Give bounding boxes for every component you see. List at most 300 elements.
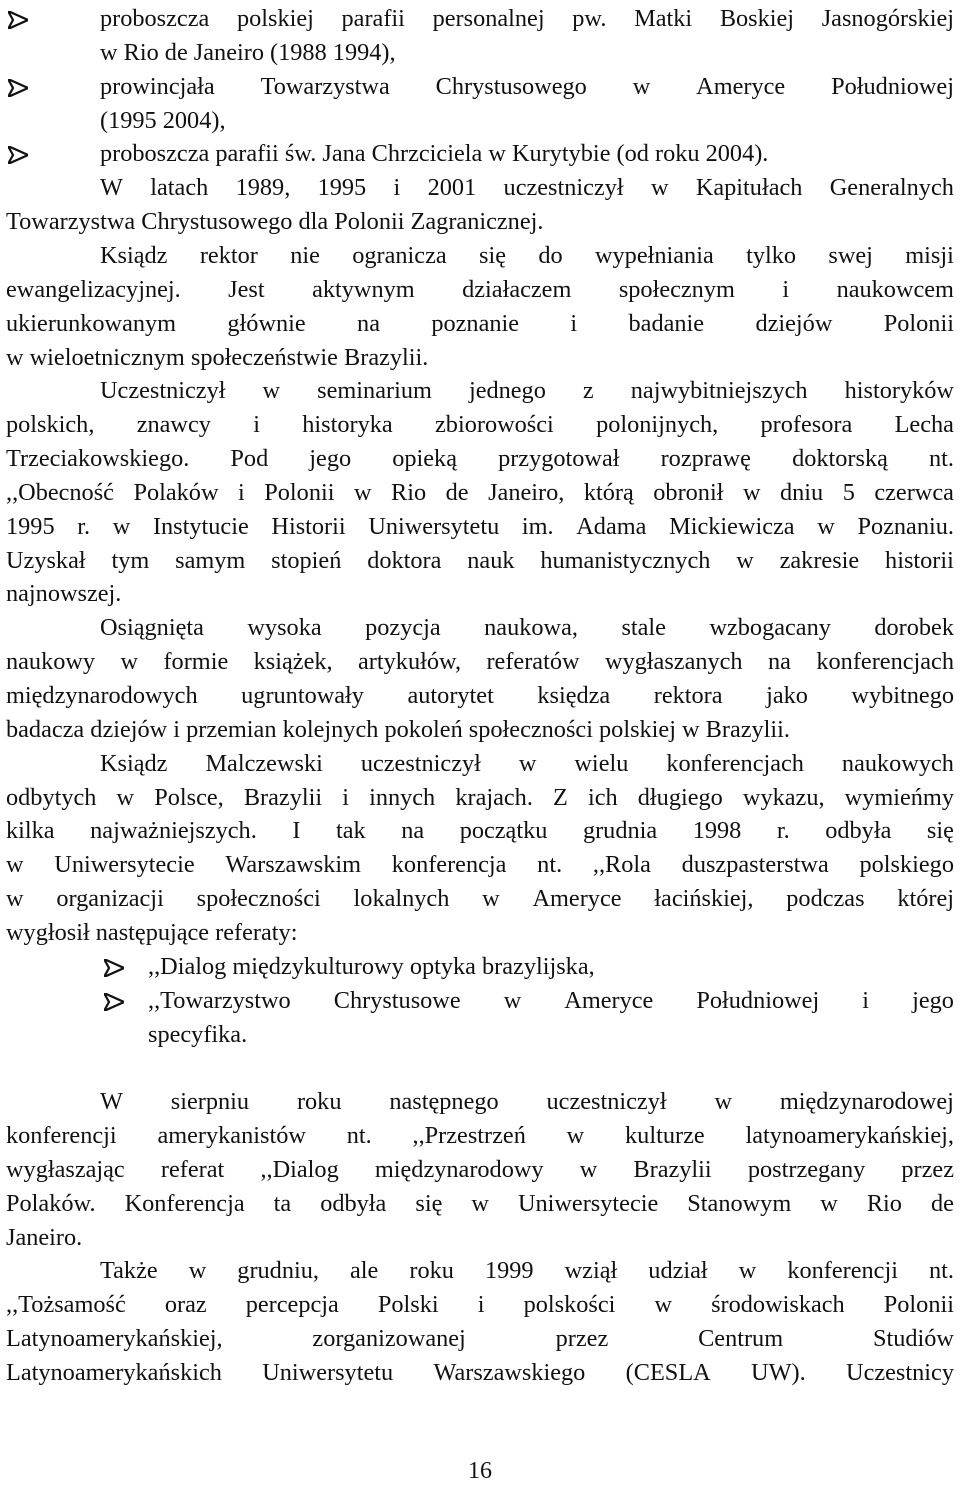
word: w — [579, 1155, 598, 1183]
word: grudniu, — [237, 1257, 319, 1285]
word: dorobek — [874, 614, 954, 642]
text-line — [100, 36, 954, 70]
word: w — [503, 986, 522, 1014]
word: w — [188, 1257, 207, 1285]
word: Generalnych — [829, 174, 954, 202]
line-text: w wieloetnicznym społeczeństwie Brazylii. — [6, 343, 429, 371]
word: dziejów — [755, 309, 833, 337]
word: Także — [100, 1257, 158, 1285]
word: 1989, — [235, 174, 291, 202]
word: i — [393, 174, 401, 202]
word: aktywnym — [312, 275, 415, 303]
word: pozycja — [365, 614, 441, 642]
word: wykazu, — [742, 783, 825, 811]
word: naukowych — [841, 749, 954, 777]
word: w — [471, 1189, 489, 1217]
word: 1999 — [484, 1257, 534, 1285]
word: przez — [555, 1325, 609, 1353]
text-line — [6, 1288, 954, 1322]
word: ,,Towarzystwo — [148, 986, 291, 1014]
word: obronił — [653, 478, 724, 506]
text-line — [100, 137, 954, 171]
text-line — [6, 442, 954, 476]
word: W — [100, 174, 123, 202]
word: Południowej — [696, 986, 820, 1014]
word: w — [353, 478, 372, 506]
word: odbytych — [6, 783, 97, 811]
word: im. — [521, 512, 554, 540]
text-line — [100, 1254, 954, 1288]
word: jego — [309, 445, 352, 473]
word: wygłaszanych — [604, 648, 743, 676]
text-line — [6, 1322, 954, 1356]
text-line — [100, 171, 954, 205]
word: misji — [905, 241, 954, 269]
word: swej — [828, 241, 873, 269]
text-line — [6, 273, 954, 307]
text-line — [100, 611, 954, 645]
word: historii — [885, 546, 954, 574]
word: Latynoamerykańskiej, — [6, 1325, 223, 1353]
word: Polaków. — [6, 1189, 96, 1217]
word: referat — [160, 1155, 225, 1183]
word: Brazylii — [243, 783, 323, 811]
word: 5 — [842, 478, 855, 506]
word: Boskiej — [719, 5, 795, 32]
word: i — [782, 275, 790, 303]
word: konferencjach — [666, 749, 804, 777]
word: naukowa, — [484, 614, 578, 642]
word: jako — [766, 682, 808, 709]
word: środowiskach — [711, 1291, 845, 1319]
text-line — [6, 1119, 954, 1153]
word: dniu — [780, 478, 824, 506]
word: oraz — [164, 1291, 207, 1319]
text-line — [6, 577, 954, 611]
text-line — [100, 239, 954, 273]
word: Pod — [230, 445, 269, 473]
word: znawcy — [136, 411, 211, 439]
word: Polsce, — [154, 783, 224, 811]
word: Uniwersytetu — [262, 1359, 394, 1386]
text-line — [6, 848, 954, 882]
word: Osiągnięta — [100, 614, 204, 642]
word: roku — [296, 1088, 342, 1116]
word: w — [650, 174, 669, 202]
word: ,,Dialog — [260, 1155, 339, 1183]
text-line — [6, 544, 954, 578]
word: kulturze — [625, 1122, 705, 1150]
bullet-arrow-icon — [8, 137, 28, 171]
word: historyków — [844, 377, 954, 405]
line-text: Janeiro. — [6, 1223, 83, 1251]
word: seminarium — [317, 377, 432, 405]
word: polonijnych, — [596, 411, 719, 439]
word: 1998 — [692, 817, 742, 845]
word: I — [292, 817, 301, 845]
word: wielu — [574, 749, 629, 777]
text-line — [6, 679, 954, 713]
word: w — [738, 1257, 757, 1285]
word: Rio — [866, 1189, 902, 1217]
word: wymieńmy — [844, 783, 954, 811]
word: de — [445, 478, 469, 506]
text-line — [6, 882, 954, 916]
word: Chrystusowego — [435, 72, 587, 100]
word: w — [112, 512, 131, 540]
word: Malczewski — [205, 749, 323, 777]
word: Historii — [271, 512, 346, 540]
page-number: 16 — [468, 1458, 492, 1484]
word: wybitnego — [851, 682, 954, 709]
word: Uniwersytecie — [517, 1189, 659, 1217]
word: Brazylii — [633, 1155, 712, 1183]
word: i — [342, 783, 349, 811]
word: w — [566, 1122, 585, 1150]
text-line — [100, 374, 954, 408]
word: grudnia — [582, 817, 658, 845]
word: ogranicza — [352, 241, 447, 269]
word: nt. — [346, 1122, 372, 1150]
line-text: w Rio de Janeiro (1988 1994), — [100, 38, 396, 66]
word: krajach. — [455, 783, 533, 811]
word: roku — [409, 1257, 454, 1285]
word: doktora — [367, 546, 442, 574]
line-text: najnowszej. — [6, 580, 122, 608]
word: innych — [369, 783, 436, 811]
bullet-arrow-icon — [104, 984, 124, 1018]
text-line — [100, 104, 954, 138]
word: Uczestniczył — [100, 377, 226, 405]
line-text: (1995 2004), — [100, 106, 226, 134]
word: najważniejszych. — [90, 817, 257, 845]
word: stale — [621, 614, 666, 642]
text-line — [6, 916, 954, 950]
word: i — [477, 1291, 485, 1319]
word: 2001 — [427, 174, 477, 202]
word: Warszawskim — [225, 851, 362, 879]
word: podczas — [786, 885, 865, 913]
word: polskości — [523, 1291, 616, 1319]
word: tak — [335, 817, 366, 845]
word: łacińskiej, — [654, 885, 754, 913]
word: konferencjach — [816, 648, 954, 676]
word: Uniwersytetu — [368, 512, 500, 540]
word: zorganizowanej — [312, 1325, 466, 1353]
word: w — [742, 478, 761, 506]
word: polskiego — [859, 851, 954, 879]
word: Jest — [228, 275, 265, 303]
line-text: specyfika. — [148, 1020, 248, 1048]
word: Mickiewicza — [669, 512, 795, 540]
word: Janeiro, — [488, 478, 565, 506]
word: nt. — [537, 851, 563, 879]
text-line — [100, 1085, 954, 1119]
word: r. — [776, 817, 790, 845]
word: Ameryce — [696, 72, 786, 100]
word: którą — [583, 478, 634, 506]
word: konferencji — [787, 1257, 898, 1285]
word: latach — [150, 174, 209, 202]
word: ewangelizacyjnej. — [6, 275, 181, 303]
word: lokalnych — [353, 885, 450, 913]
word: kilka — [6, 817, 55, 845]
word: Polonii — [883, 309, 954, 337]
word: rektora — [653, 682, 723, 709]
word: Jasnogórskiej — [821, 5, 954, 32]
word: odbyła — [320, 1189, 387, 1217]
word: formie — [163, 648, 229, 676]
word: w — [116, 783, 135, 811]
word: międzynarodowych — [6, 682, 198, 709]
word: Uczestnicy — [846, 1359, 954, 1386]
word: Ksiądz — [100, 749, 168, 777]
word: udział — [648, 1257, 708, 1285]
word: księdza — [537, 682, 611, 709]
word: Z — [553, 783, 568, 811]
word: w — [482, 885, 500, 913]
word: Chrystusowe — [333, 986, 461, 1014]
word: zbiorowości — [435, 411, 554, 439]
word: w — [262, 377, 281, 405]
word: Uzyskał — [6, 546, 86, 574]
word: doktorską — [792, 445, 888, 473]
word: nt. — [929, 1257, 954, 1285]
word: Centrum — [698, 1325, 784, 1353]
word: duszpasterstwa — [681, 851, 829, 879]
word: ta — [273, 1189, 292, 1217]
word: UW). — [751, 1359, 806, 1386]
word: w — [6, 885, 24, 913]
bullet-arrow-icon — [8, 2, 28, 36]
word: międzynarodowej — [779, 1088, 954, 1116]
word: Polski — [377, 1291, 439, 1319]
text-line — [6, 1153, 954, 1187]
word: proboszcza — [100, 5, 210, 32]
word: Uniwersytecie — [54, 851, 195, 879]
word: konferencji — [6, 1122, 117, 1150]
word: parafii — [341, 5, 405, 32]
word: Towarzystwa — [260, 72, 390, 100]
word: ich — [587, 783, 618, 811]
word: badanie — [628, 309, 705, 337]
word: wzbogacany — [709, 614, 831, 642]
word: ale — [350, 1257, 379, 1285]
word: samym — [175, 546, 246, 574]
word: ukierunkowanym — [6, 309, 177, 337]
word: jednego — [468, 377, 546, 405]
line-text: Towarzystwa Chrystusowego dla Polonii Zagranicznej. — [6, 208, 544, 236]
word: najwybitniejszych — [630, 377, 808, 405]
word: autorytet — [407, 682, 494, 709]
word: 1995 — [317, 174, 367, 202]
word: Polaków — [133, 478, 219, 506]
word: do — [538, 241, 563, 269]
word: na — [401, 817, 425, 845]
word: W — [100, 1088, 123, 1116]
text-line — [6, 307, 954, 341]
word: (CESLA — [625, 1359, 711, 1386]
word: i — [862, 986, 870, 1014]
word: artykułów, — [358, 648, 462, 676]
word: się — [415, 1189, 443, 1217]
text-line — [100, 70, 954, 104]
word: z — [582, 377, 594, 405]
word: organizacji — [56, 885, 164, 913]
text-line — [148, 984, 954, 1018]
word: de — [930, 1189, 954, 1217]
line-text: proboszcza parafii św. Jana Chrzciciela w Kurytybie (od roku 2004). — [100, 140, 769, 168]
word: i — [253, 411, 260, 439]
word: nauk — [467, 546, 515, 574]
word: Rio — [391, 478, 427, 506]
word: Południowej — [831, 72, 954, 100]
word: zakresie — [779, 546, 860, 574]
text-line — [6, 814, 954, 848]
word: rozprawę — [660, 445, 751, 473]
word: profesora — [760, 411, 853, 439]
word: międzynarodowy — [374, 1155, 544, 1183]
text-line — [6, 341, 954, 375]
word: Ameryce — [532, 885, 622, 913]
word: Warszawskiego — [433, 1359, 586, 1386]
word: działaczem — [462, 275, 572, 303]
word: w — [654, 1291, 672, 1319]
word: Matki — [634, 5, 693, 32]
text-line — [6, 476, 954, 510]
word: Polonii — [264, 478, 335, 506]
text-line — [6, 645, 954, 679]
bullet-arrow-icon — [104, 950, 124, 984]
word: w — [6, 851, 24, 879]
text-line — [6, 1051, 954, 1085]
word: w — [817, 512, 835, 540]
line-text: ,,Dialog międzykulturowy optyka brazylijska, — [148, 952, 595, 980]
text-line — [6, 1221, 954, 1255]
word: percepcja — [245, 1291, 339, 1319]
word: wziął — [564, 1257, 618, 1285]
text-line — [6, 781, 954, 815]
word: jego — [912, 986, 954, 1014]
word: społeczności — [196, 885, 321, 913]
text-line — [6, 510, 954, 544]
word: Instytucie — [152, 512, 249, 540]
word: ,,Obecność — [6, 478, 114, 506]
text-line — [6, 1356, 954, 1390]
word: prowincjała — [100, 72, 215, 100]
word: 1995 — [6, 512, 55, 540]
word: się — [479, 241, 506, 269]
word: Latynoamerykańskich — [6, 1359, 222, 1386]
word: w — [820, 1189, 838, 1217]
word: długiego — [637, 783, 723, 811]
word: r. — [77, 512, 91, 540]
text-line — [100, 2, 954, 36]
word: postrzegany — [747, 1155, 866, 1183]
word: ,,Przestrzeń — [412, 1122, 526, 1150]
word: ugruntowały — [241, 682, 364, 709]
word: ,,Tożsamość — [6, 1291, 126, 1319]
word: wypełniania — [594, 241, 714, 269]
word: głównie — [227, 309, 306, 337]
word: się — [926, 817, 954, 845]
word: Ksiądz — [100, 241, 168, 269]
word: uczestniczył — [546, 1088, 667, 1116]
word: odbyła — [825, 817, 892, 845]
word: tylko — [746, 241, 797, 269]
word: stopień — [271, 546, 342, 574]
word: Kapitułach — [695, 174, 803, 202]
word: w — [632, 72, 651, 100]
line-text: wygłosił następujące referaty: — [6, 918, 298, 946]
word: w — [714, 1088, 732, 1116]
text-line — [6, 1187, 954, 1221]
word: tym — [111, 546, 150, 574]
word: przygotował — [498, 445, 620, 473]
word: w — [736, 546, 754, 574]
word: społecznym — [618, 275, 735, 303]
word: której — [897, 885, 954, 913]
word: polskiej — [236, 5, 314, 32]
word: nt. — [928, 445, 954, 473]
word: nie — [290, 241, 320, 269]
word: Studiów — [872, 1325, 954, 1353]
bullet-arrow-icon — [8, 70, 28, 104]
word: na — [357, 309, 380, 337]
word: naukowy — [6, 648, 96, 676]
word: konferencja — [391, 851, 507, 879]
text-line — [100, 747, 954, 781]
word: Trzeciakowskiego. — [6, 445, 190, 473]
text-line — [6, 713, 954, 747]
word: początku — [459, 817, 548, 845]
word: w — [518, 749, 537, 777]
word: i — [238, 478, 245, 506]
word: sierpniu — [170, 1088, 250, 1116]
word: Stanowym — [687, 1189, 792, 1217]
word: Polonii — [883, 1291, 954, 1319]
word: Adama — [576, 512, 647, 540]
word: Ameryce — [564, 986, 654, 1014]
word: pw. — [572, 5, 607, 32]
word: personalnej — [432, 5, 545, 32]
text-line — [6, 205, 954, 239]
document-page — [6, 0, 954, 1488]
word: następnego — [389, 1088, 499, 1116]
word: książek, — [253, 648, 333, 676]
word: historyka — [302, 411, 393, 439]
word: polskich, — [6, 411, 95, 439]
word: poznanie — [431, 309, 520, 337]
word: ,,Rola — [592, 851, 651, 879]
word: uczestniczył — [360, 749, 481, 777]
text-line — [6, 408, 954, 442]
word: Konferencja — [124, 1189, 245, 1217]
text-line — [148, 950, 954, 984]
line-text: badacza dziejów i przemian kolejnych pokoleń społeczności polskiej w Brazylii. — [6, 715, 790, 743]
word: humanistycznych — [540, 546, 711, 574]
word: Poznaniu. — [857, 512, 954, 540]
word: naukowcem — [836, 275, 954, 303]
word: latynoamerykańskiej, — [745, 1122, 954, 1150]
word: wysoka — [247, 614, 322, 642]
word: na — [768, 648, 791, 676]
word: amerykanistów — [157, 1122, 306, 1150]
word: rektor — [199, 241, 258, 269]
word: uczestniczył — [503, 174, 624, 202]
word: i — [570, 309, 578, 337]
word: przez — [901, 1155, 954, 1183]
